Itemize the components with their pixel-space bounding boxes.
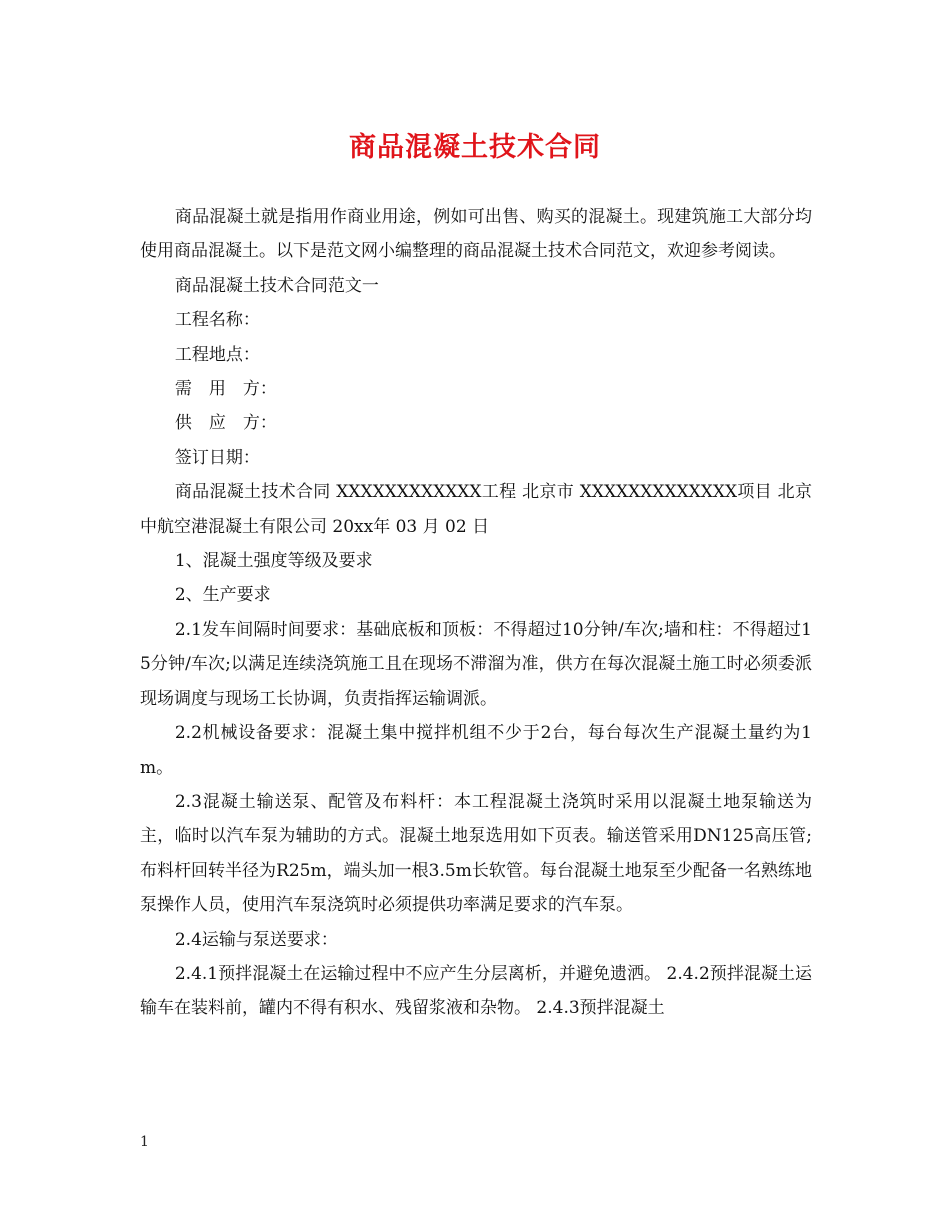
intro-paragraph: 商品混凝土就是指用作商业用途，例如可出售、购买的混凝土。现建筑施工大部分均使用商品混凝土。以下是范文网小编整理的商品混凝土技术合同范文，欢迎参考阅读。 — [140, 207, 812, 262]
document-body — [140, 200, 812, 1026]
project-name-line: 工程名称： — [174, 310, 260, 331]
section-heading: 商品混凝土技术合同范文一 — [174, 275, 379, 296]
project-location-line: 工程地点： — [174, 344, 260, 365]
clause-2-heading: 2、生产要求 — [174, 585, 271, 606]
page-number: 1 — [140, 1134, 149, 1150]
clause-1-heading: 1、混凝土强度等级及要求 — [174, 551, 373, 572]
buyer-line: 需 用 方： — [174, 379, 277, 400]
clause-2-2-paragraph: 2.2机械设备要求：混凝土集中搅拌机组不少于2台，每台每次生产混凝土量约为1m。 — [140, 723, 812, 778]
document-title: 商品混凝土技术合同 — [349, 132, 601, 163]
signing-date-line: 签订日期： — [174, 447, 260, 468]
contract-header-paragraph: 商品混凝土技术合同 XXXXXXXXXXXX工程 北京市 XXXXXXXXXXXXX项目 北京中航空港混凝土有限公司 20xx年 03 月 02 日 — [140, 482, 812, 537]
clause-2-4-heading: 2.4运输与泵送要求： — [174, 929, 338, 950]
clause-2-4-1-paragraph: 2.4.1预拌混凝土在运输过程中不应产生分层离析，并避免遗洒。 2.4.2预拌混凝土运输车在装料前，罐内不得有积水、残留浆液和杂物。 2.4.3预拌混凝土 — [140, 963, 812, 1019]
clause-2-3-paragraph: 2.3混凝土输送泵、配管及布料杆：本工程混凝土浇筑时采用以混凝土地泵输送为主，临时以汽车泵为辅助的方式。混凝土地泵选用如下页表。输送管采用DN125高压管;布料杆回转半径为R25m，端头加一根3.5m长软管。每台混凝土地泵至少配备一名熟练地泵操作人员，使用汽车泵浇筑时必须提供功率满足要求的汽车泵。 — [140, 791, 812, 916]
supplier-line: 供 应 方： — [174, 413, 277, 434]
clause-2-1-paragraph: 2.1发车间隔时间要求：基础底板和顶板：不得超过10分钟/车次;墙和柱：不得超过15分钟/车次;以满足连续浇筑施工且在现场不滞溜为准，供方在每次混凝土施工时必须委派现场调度与现场工长协调，负责指挥运输调派。 — [140, 619, 812, 709]
